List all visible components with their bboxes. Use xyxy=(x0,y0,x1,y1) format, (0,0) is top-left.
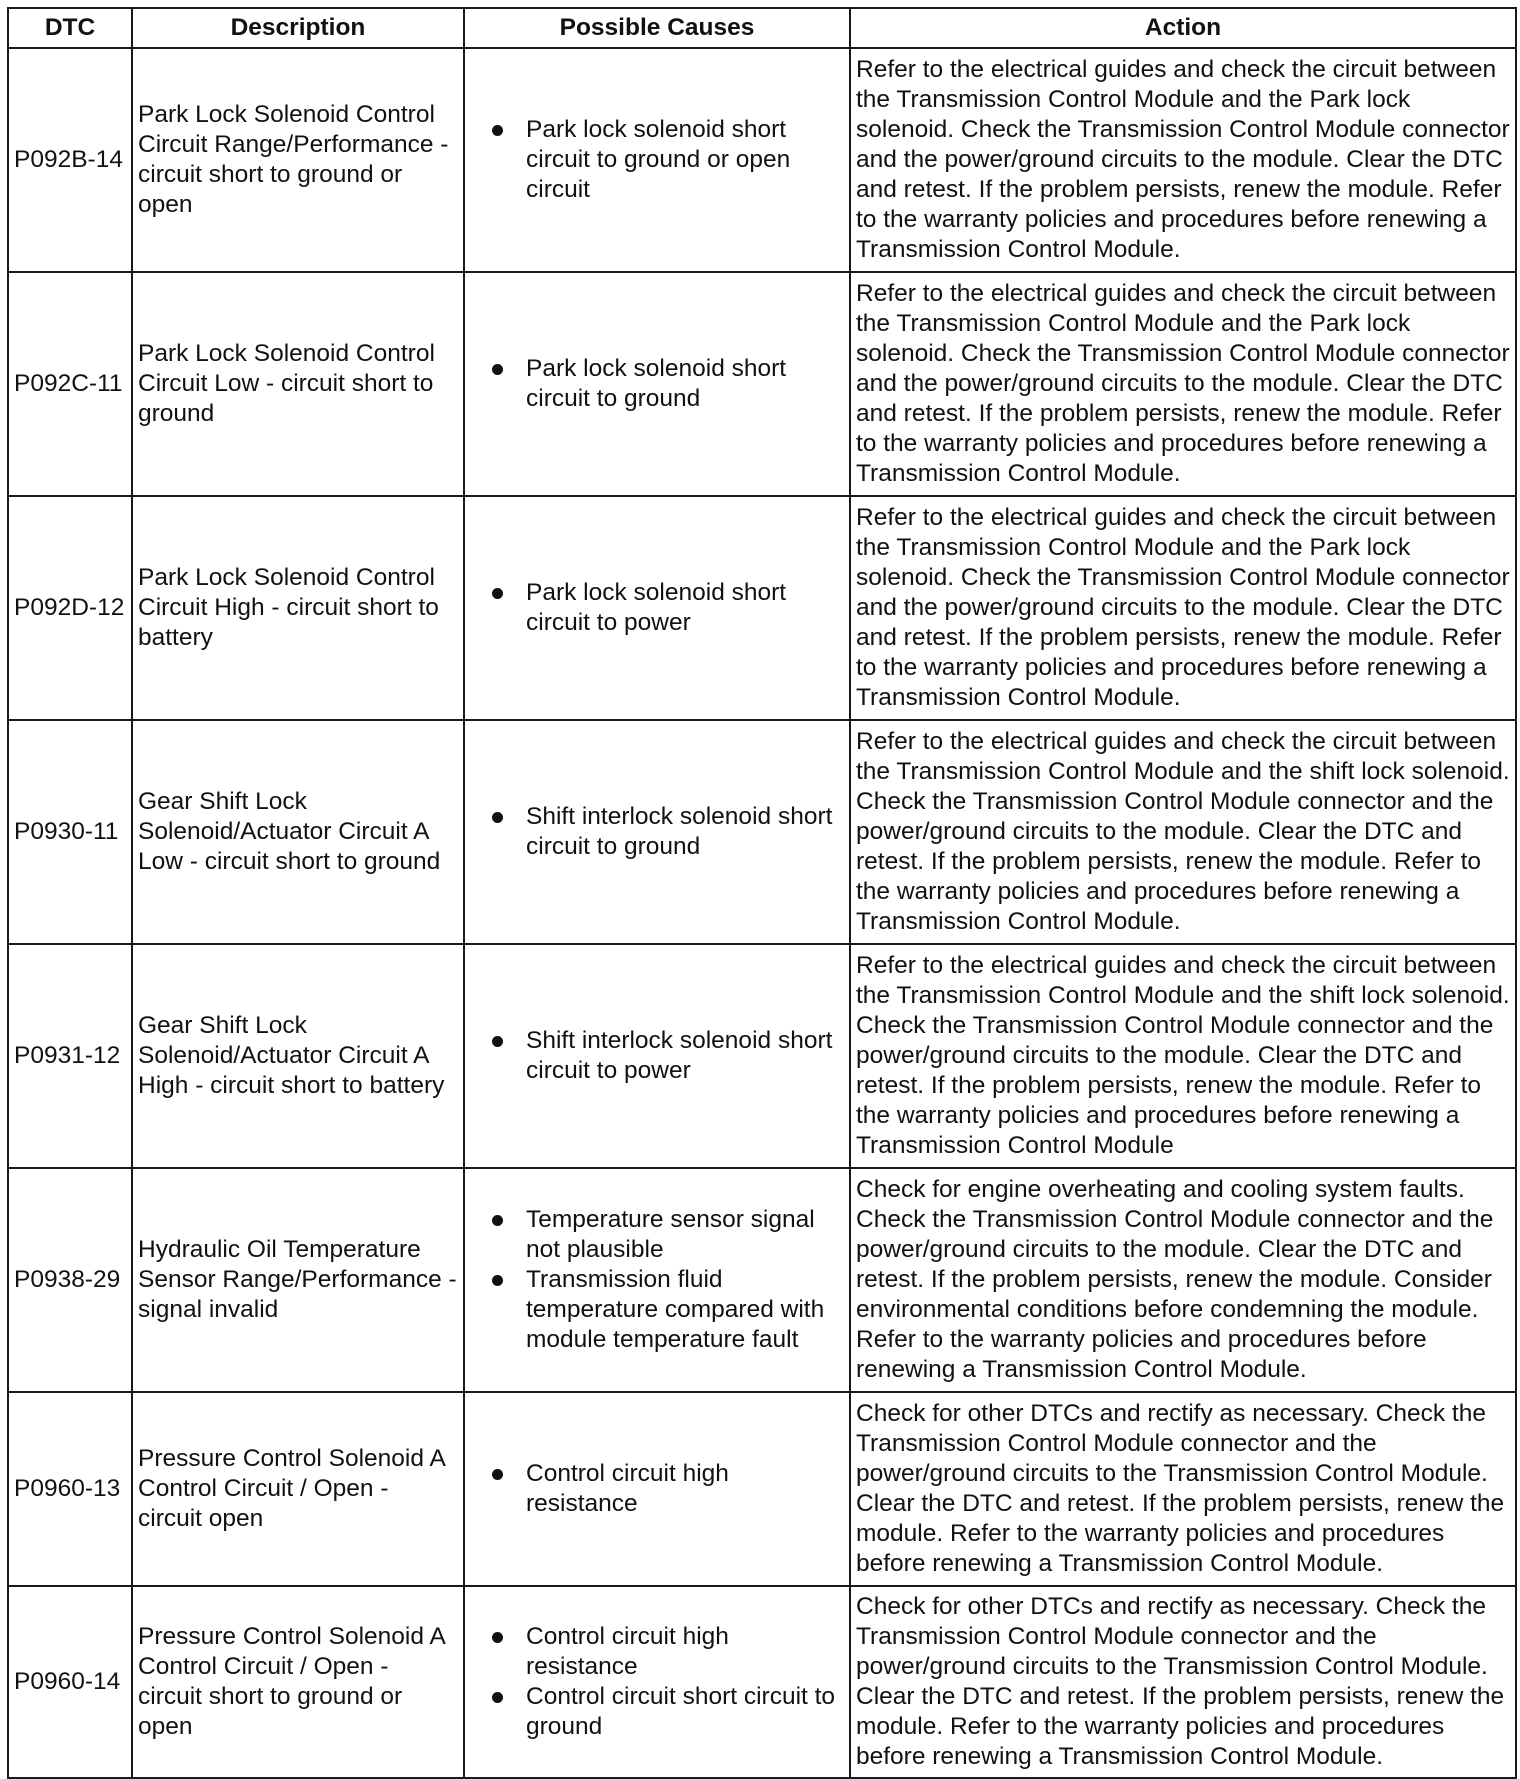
dtc-description: Park Lock Solenoid Control Circuit High - circuit short to battery xyxy=(132,496,464,720)
possible-causes-cell xyxy=(464,48,850,272)
possible-causes-cell xyxy=(464,272,850,496)
cause-item: Shift interlock solenoid short circuit to ground xyxy=(490,802,844,862)
table-row xyxy=(8,720,1516,944)
action-text: Refer to the electrical guides and check the circuit between the Transmission Control Module and the shift lock solenoid. Check the Transmission Control Module connector and the power/ground circuits to the module. Clear the DTC and retest. If the problem persists, renew the module. Refer to the warranty policies and procedures before renewing a Transmission Control Module. xyxy=(850,720,1516,944)
dtc-code: P092B-14 xyxy=(8,48,132,272)
header-row xyxy=(8,8,1516,48)
causes-list xyxy=(470,802,844,862)
cause-item: Park lock solenoid short circuit to ground xyxy=(490,354,844,414)
causes-list xyxy=(470,1459,844,1519)
possible-causes-cell xyxy=(464,496,850,720)
dtc-code: P0960-14 xyxy=(8,1586,132,1778)
causes-list xyxy=(470,1026,844,1086)
dtc-description: Pressure Control Solenoid A Control Circuit / Open - circuit open xyxy=(132,1392,464,1586)
possible-causes-cell xyxy=(464,944,850,1168)
causes-list xyxy=(470,1205,844,1355)
dtc-code: P0930-11 xyxy=(8,720,132,944)
dtc-code: P0960-13 xyxy=(8,1392,132,1586)
action-text: Refer to the electrical guides and check the circuit between the Transmission Control Module and the Park lock solenoid. Check the Transmission Control Module connector and the power/ground circuits to the module. Clear the DTC and retest. If the problem persists, renew the module. Refer to the warranty policies and procedures before renewing a Transmission Control Module. xyxy=(850,496,1516,720)
cause-item: Control circuit short circuit to ground xyxy=(490,1682,844,1742)
action-text: Check for engine overheating and cooling system faults. Check the Transmission Control Module connector and the power/ground circuits to the module. Clear the DTC and retest. If the problem persists, renew the module. Consider environmental conditions before condemning the module. Refer to the warranty policies and procedures before renewing a Transmission Control Module. xyxy=(850,1168,1516,1392)
dtc-description: Gear Shift Lock Solenoid/Actuator Circuit A Low - circuit short to ground xyxy=(132,720,464,944)
table-row xyxy=(8,944,1516,1168)
dtc-code: P092D-12 xyxy=(8,496,132,720)
action-text: Check for other DTCs and rectify as necessary. Check the Transmission Control Module connector and the power/ground circuits to the Transmission Control Module. Clear the DTC and retest. If the problem persists, renew the module. Refer to the warranty policies and procedures before renewing a Transmission Control Module. xyxy=(850,1586,1516,1778)
dtc-code: P0938-29 xyxy=(8,1168,132,1392)
causes-list xyxy=(470,1622,844,1742)
possible-causes-cell xyxy=(464,1168,850,1392)
cause-item: Control circuit high resistance xyxy=(490,1622,844,1682)
causes-list xyxy=(470,578,844,638)
table-row xyxy=(8,1392,1516,1586)
header-action: Action xyxy=(850,8,1516,48)
cause-item: Control circuit high resistance xyxy=(490,1459,844,1519)
header-description: Description xyxy=(132,8,464,48)
table-row xyxy=(8,272,1516,496)
table-row xyxy=(8,1168,1516,1392)
dtc-description: Gear Shift Lock Solenoid/Actuator Circuit A High - circuit short to battery xyxy=(132,944,464,1168)
cause-item: Shift interlock solenoid short circuit to power xyxy=(490,1026,844,1086)
table-row xyxy=(8,1586,1516,1778)
table-row xyxy=(8,48,1516,272)
header-possible-causes: Possible Causes xyxy=(464,8,850,48)
action-text: Refer to the electrical guides and check the circuit between the Transmission Control Module and the Park lock solenoid. Check the Transmission Control Module connector and the power/ground circuits to the module. Clear the DTC and retest. If the problem persists, renew the module. Refer to the warranty policies and procedures before renewing a Transmission Control Module. xyxy=(850,48,1516,272)
dtc-description: Park Lock Solenoid Control Circuit Range/Performance - circuit short to ground or open xyxy=(132,48,464,272)
cause-item: Park lock solenoid short circuit to ground or open circuit xyxy=(490,115,844,205)
possible-causes-cell xyxy=(464,1392,850,1586)
action-text: Refer to the electrical guides and check the circuit between the Transmission Control Module and the shift lock solenoid. Check the Transmission Control Module connector and the power/ground circuits to the module. Clear the DTC and retest. If the problem persists, renew the module. Refer to the warranty policies and procedures before renewing a Transmission Control Module xyxy=(850,944,1516,1168)
dtc-description: Pressure Control Solenoid A Control Circuit / Open - circuit short to ground or open xyxy=(132,1586,464,1778)
table-row xyxy=(8,496,1516,720)
action-text: Refer to the electrical guides and check the circuit between the Transmission Control Module and the Park lock solenoid. Check the Transmission Control Module connector and the power/ground circuits to the module. Clear the DTC and retest. If the problem persists, renew the module. Refer to the warranty policies and procedures before renewing a Transmission Control Module. xyxy=(850,272,1516,496)
dtc-description: Hydraulic Oil Temperature Sensor Range/Performance - signal invalid xyxy=(132,1168,464,1392)
dtc-table xyxy=(7,7,1517,1779)
cause-item: Park lock solenoid short circuit to power xyxy=(490,578,844,638)
causes-list xyxy=(470,354,844,414)
cause-item: Temperature sensor signal not plausible xyxy=(490,1205,844,1265)
possible-causes-cell xyxy=(464,720,850,944)
header-dtc: DTC xyxy=(8,8,132,48)
possible-causes-cell xyxy=(464,1586,850,1778)
cause-item: Transmission fluid temperature compared with module temperature fault xyxy=(490,1265,844,1355)
action-text: Check for other DTCs and rectify as necessary. Check the Transmission Control Module connector and the power/ground circuits to the Transmission Control Module. Clear the DTC and retest. If the problem persists, renew the module. Refer to the warranty policies and procedures before renewing a Transmission Control Module. xyxy=(850,1392,1516,1586)
causes-list xyxy=(470,115,844,205)
dtc-code: P0931-12 xyxy=(8,944,132,1168)
dtc-code: P092C-11 xyxy=(8,272,132,496)
dtc-description: Park Lock Solenoid Control Circuit Low - circuit short to ground xyxy=(132,272,464,496)
